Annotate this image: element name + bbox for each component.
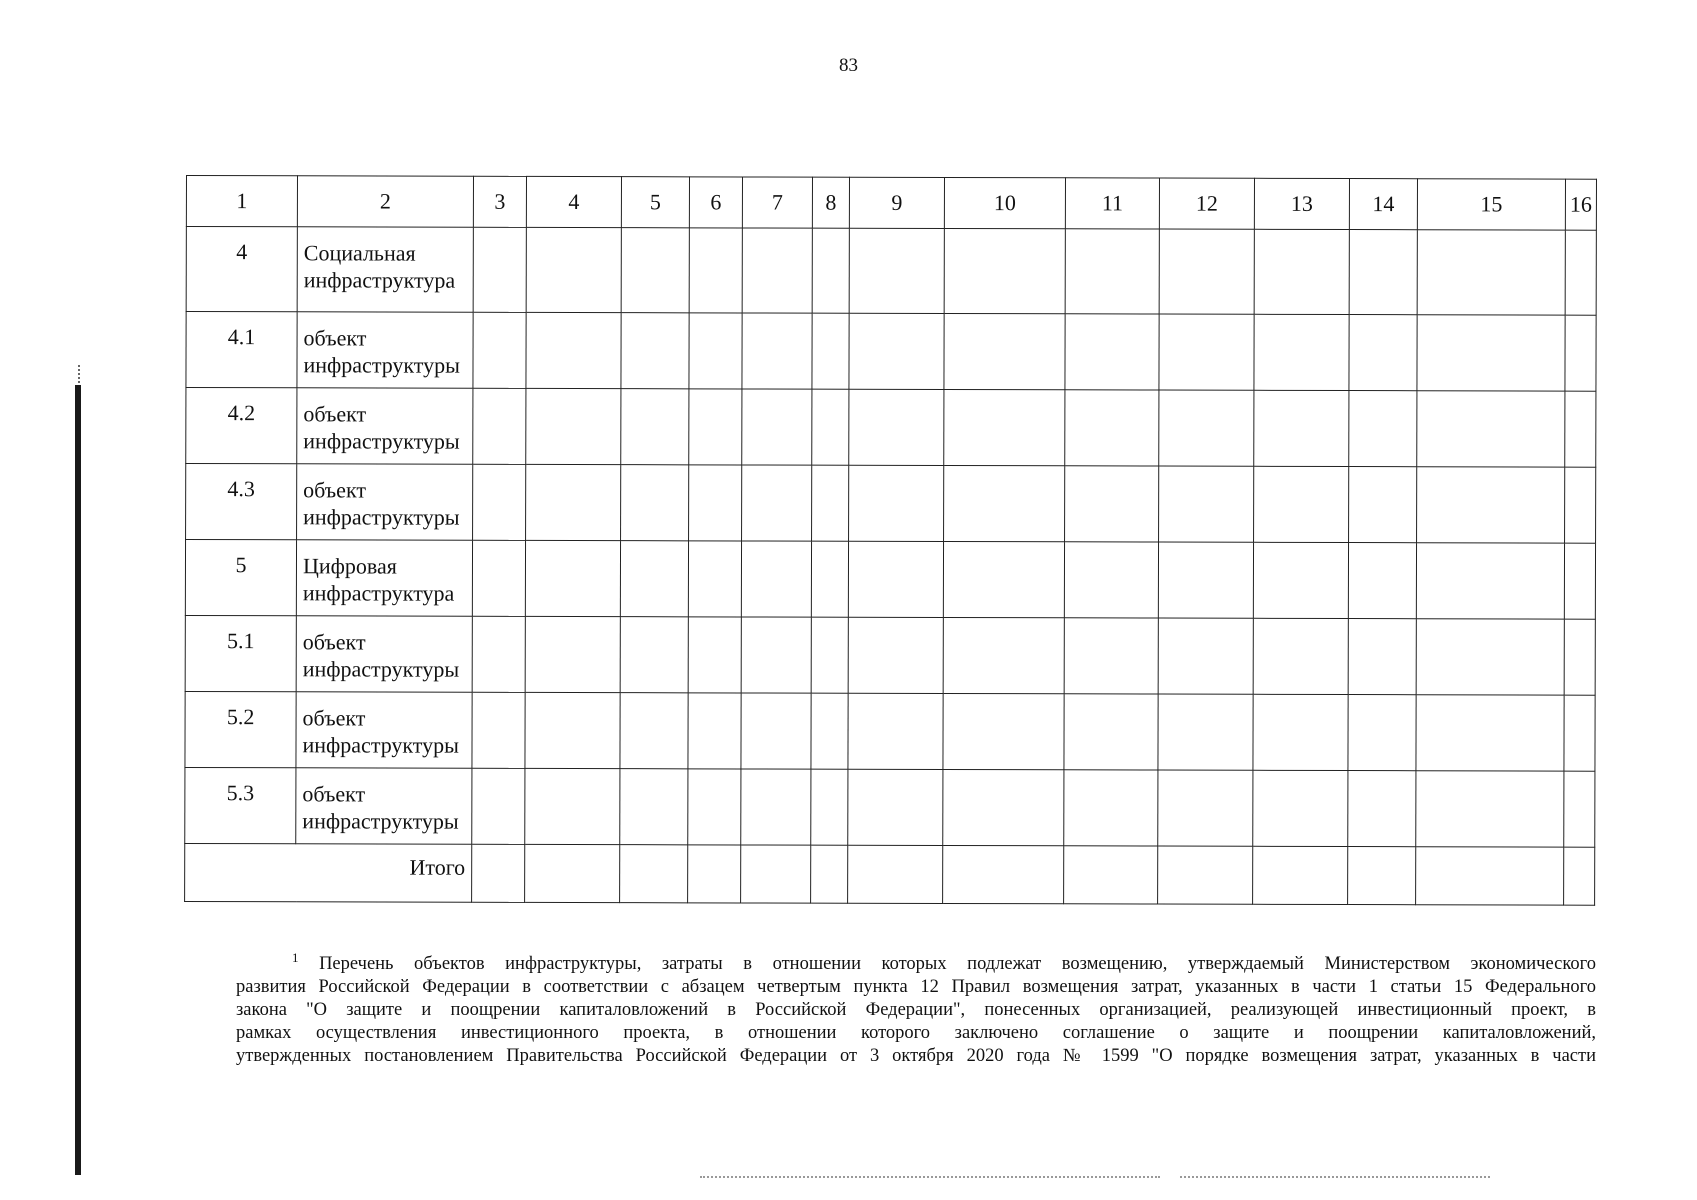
table-row <box>186 227 1596 316</box>
table-row <box>186 464 1596 544</box>
column-header: 1 <box>186 176 297 227</box>
row-name-line: инфраструктура <box>303 267 456 293</box>
empty-cell <box>1158 694 1253 770</box>
row-name <box>297 227 473 312</box>
empty-cell <box>526 388 621 464</box>
empty-cell <box>1348 847 1416 905</box>
empty-cell <box>1565 315 1596 391</box>
empty-cell <box>473 388 526 464</box>
empty-cell <box>741 617 811 693</box>
empty-cell <box>1416 771 1564 847</box>
empty-cell <box>621 389 689 465</box>
column-header: 4 <box>526 176 621 227</box>
empty-cell <box>525 768 620 844</box>
column-header: 9 <box>849 177 944 228</box>
empty-cell <box>688 541 741 617</box>
column-header: 3 <box>473 176 526 227</box>
empty-cell <box>943 693 1064 769</box>
footnote-text: развития Российской Федерации в соответствии с абзацем четвертым пункта 12 Правил возмещения затрат, указанных в части 1 статьи 15 Федерального <box>236 977 1596 998</box>
column-header: 10 <box>944 177 1065 228</box>
column-header: 8 <box>812 177 849 228</box>
table-row <box>185 691 1595 771</box>
empty-cell <box>848 541 943 617</box>
empty-cell <box>1349 230 1417 315</box>
empty-cell <box>1348 619 1416 695</box>
empty-cell <box>943 541 1064 617</box>
empty-cell <box>812 389 849 465</box>
footnote-text: Перечень объектов инфраструктуры, затраты в отношении которых подлежат возмещению, утверждаемый Министерством экономического <box>319 954 1597 975</box>
row-name-line: инфраструктуры <box>303 352 460 378</box>
empty-cell <box>1416 695 1564 771</box>
column-header: 11 <box>1065 178 1159 229</box>
empty-cell <box>472 844 525 902</box>
row-name-line: объект <box>302 781 366 807</box>
footnote-line <box>236 999 1596 1022</box>
empty-cell <box>849 465 944 541</box>
empty-cell <box>1065 466 1159 542</box>
footnote-text: утвержденных постановлением Правительства Российской Федерации от 3 октября 2020 года № 1599 "О порядке возмещения затрат, указанных в части <box>236 1046 1596 1067</box>
empty-cell <box>944 228 1065 313</box>
empty-cell <box>943 769 1064 845</box>
empty-cell <box>1349 467 1417 543</box>
total-label: Итого <box>185 843 472 902</box>
empty-cell <box>620 693 688 769</box>
empty-cell <box>1158 618 1253 694</box>
row-name-line: инфраструктуры <box>303 428 460 454</box>
column-header: 6 <box>689 177 742 228</box>
empty-cell <box>1065 229 1159 314</box>
empty-cell <box>1564 847 1595 905</box>
scan-artifact-dash <box>700 1176 1160 1180</box>
empty-cell <box>1348 543 1416 619</box>
empty-cell <box>1253 618 1348 694</box>
empty-cell <box>525 844 620 902</box>
empty-cell <box>1416 543 1564 619</box>
empty-cell <box>1417 467 1565 543</box>
row-name-line: объект <box>303 477 367 503</box>
empty-cell <box>741 769 811 845</box>
footnote-line <box>236 946 1596 976</box>
empty-cell <box>849 389 944 465</box>
table-row <box>185 615 1595 695</box>
empty-cell <box>472 692 525 768</box>
empty-cell <box>1348 695 1416 771</box>
table-row <box>185 767 1595 847</box>
empty-cell <box>525 692 620 768</box>
empty-cell <box>1565 230 1596 315</box>
empty-cell <box>812 313 849 389</box>
table-row <box>185 540 1595 620</box>
empty-cell <box>1254 314 1349 390</box>
empty-cell <box>473 227 526 312</box>
column-header: 2 <box>297 176 473 227</box>
empty-cell <box>526 312 621 388</box>
scan-artifact-dash <box>1180 1176 1490 1180</box>
empty-cell <box>1065 390 1159 466</box>
empty-cell <box>473 464 526 540</box>
empty-cell <box>1158 542 1253 618</box>
empty-cell <box>1416 847 1564 905</box>
empty-cell <box>944 389 1065 465</box>
empty-cell <box>688 769 741 845</box>
scan-artifact-dots <box>78 365 82 387</box>
empty-cell <box>688 693 741 769</box>
empty-cell <box>1064 694 1158 770</box>
row-number: 4 <box>186 227 297 312</box>
empty-cell <box>742 313 812 389</box>
empty-cell <box>943 845 1064 903</box>
row-number: 5 <box>185 540 296 616</box>
row-name-line: объект <box>302 629 366 655</box>
empty-cell <box>1565 467 1596 543</box>
total-row <box>185 843 1595 905</box>
footnote-text: рамках осуществления инвестиционного проекта, в отношении которого заключено соглашение о защите и поощрении капиталовложений, <box>236 1023 1596 1044</box>
row-number: 4.1 <box>186 312 297 388</box>
row-number: 4.3 <box>186 464 297 540</box>
empty-cell <box>1254 466 1349 542</box>
empty-cell <box>742 228 812 313</box>
empty-cell <box>689 389 742 465</box>
empty-cell <box>741 845 811 903</box>
row-name <box>296 768 472 844</box>
empty-cell <box>689 228 742 313</box>
empty-cell <box>620 769 688 845</box>
empty-cell <box>525 540 620 616</box>
empty-cell <box>472 616 525 692</box>
empty-cell <box>943 617 1064 693</box>
empty-cell <box>1564 695 1595 771</box>
footnote-marker: 1 <box>292 950 299 965</box>
table-row <box>186 312 1596 392</box>
empty-cell <box>472 540 525 616</box>
empty-cell <box>473 312 526 388</box>
row-name-line: Социальная <box>303 240 416 266</box>
empty-cell <box>944 465 1065 541</box>
empty-cell <box>812 228 849 313</box>
page-number: 83 <box>839 55 858 76</box>
empty-cell <box>1064 618 1158 694</box>
column-header: 16 <box>1565 179 1596 230</box>
empty-cell <box>620 845 688 903</box>
row-name-line: инфраструктуры <box>302 656 460 682</box>
empty-cell <box>1417 230 1565 315</box>
footnote-line <box>236 1045 1596 1068</box>
row-name-line: объект <box>303 401 367 427</box>
empty-cell <box>1349 391 1417 467</box>
empty-cell <box>525 616 620 692</box>
row-name-line: объект <box>303 325 367 351</box>
empty-cell <box>526 464 621 540</box>
footnote <box>236 946 1596 1068</box>
table-header-row <box>186 176 1596 231</box>
empty-cell <box>1253 770 1348 846</box>
row-name-line: объект <box>302 705 366 731</box>
empty-cell <box>1417 315 1565 391</box>
empty-cell <box>811 617 848 693</box>
empty-cell <box>848 769 943 845</box>
footnote-text: закона "О защите и поощрении капиталовложений в Российской Федерации", понесенных организацией, реализующей инвестиционный проект, в <box>236 1000 1596 1021</box>
empty-cell <box>1064 542 1158 618</box>
row-name-line: Цифровая <box>302 553 397 579</box>
empty-cell <box>689 465 742 541</box>
empty-cell <box>1065 314 1159 390</box>
row-name-line: инфраструктуры <box>302 808 459 834</box>
row-number: 5.2 <box>185 691 296 767</box>
row-number: 5.1 <box>185 615 296 691</box>
empty-cell <box>811 845 848 903</box>
empty-cell <box>811 769 848 845</box>
scan-artifact-edge <box>75 385 81 1175</box>
empty-cell <box>621 465 689 541</box>
empty-cell <box>848 845 943 903</box>
footnote-line <box>236 976 1596 999</box>
row-name <box>296 616 472 692</box>
empty-cell <box>849 313 944 389</box>
empty-cell <box>742 389 812 465</box>
empty-cell <box>1253 542 1348 618</box>
empty-cell <box>620 617 688 693</box>
row-name-line: инфраструктуры <box>303 504 460 530</box>
empty-cell <box>1159 314 1254 390</box>
column-header: 15 <box>1417 179 1565 230</box>
empty-cell <box>848 693 943 769</box>
empty-cell <box>811 693 848 769</box>
empty-cell <box>1159 466 1254 542</box>
empty-cell <box>944 313 1065 389</box>
row-name <box>296 692 472 768</box>
empty-cell <box>812 465 849 541</box>
empty-cell <box>1159 390 1254 466</box>
empty-cell <box>741 693 811 769</box>
empty-cell <box>811 541 848 617</box>
empty-cell <box>689 313 742 389</box>
empty-cell <box>1564 543 1595 619</box>
empty-cell <box>620 541 688 617</box>
empty-cell <box>848 617 943 693</box>
empty-cell <box>526 227 621 312</box>
empty-cell <box>849 228 944 313</box>
empty-cell <box>1565 391 1596 467</box>
row-number: 4.2 <box>186 388 297 464</box>
empty-cell <box>741 541 811 617</box>
empty-cell <box>1158 770 1253 846</box>
column-header: 12 <box>1159 178 1254 229</box>
empty-cell <box>1349 315 1417 391</box>
empty-cell <box>621 228 689 313</box>
row-name <box>296 540 472 616</box>
table-row <box>186 388 1596 468</box>
column-header: 7 <box>742 177 812 228</box>
empty-cell <box>1564 771 1595 847</box>
row-name <box>297 312 473 388</box>
empty-cell <box>1158 846 1253 904</box>
empty-cell <box>1064 846 1158 904</box>
empty-cell <box>688 617 741 693</box>
footnote-line <box>236 1022 1596 1045</box>
empty-cell <box>688 845 741 903</box>
empty-cell <box>1254 390 1349 466</box>
empty-cell <box>1253 846 1348 904</box>
empty-cell <box>472 768 525 844</box>
column-header: 5 <box>621 177 689 228</box>
empty-cell <box>1348 771 1416 847</box>
row-name-line: инфраструктуры <box>302 732 459 758</box>
row-number: 5.3 <box>185 767 296 843</box>
empty-cell <box>1254 229 1349 314</box>
column-header: 13 <box>1254 178 1349 229</box>
empty-cell <box>1064 770 1158 846</box>
empty-cell <box>742 465 812 541</box>
empty-cell <box>621 313 689 389</box>
column-header: 14 <box>1349 179 1417 230</box>
empty-cell <box>1159 229 1254 314</box>
empty-cell <box>1253 694 1348 770</box>
row-name-line: инфраструктура <box>302 580 455 606</box>
row-name <box>297 388 473 464</box>
row-name <box>297 464 473 540</box>
infrastructure-table <box>184 175 1597 906</box>
empty-cell <box>1417 391 1565 467</box>
empty-cell <box>1564 619 1595 695</box>
empty-cell <box>1416 619 1564 695</box>
